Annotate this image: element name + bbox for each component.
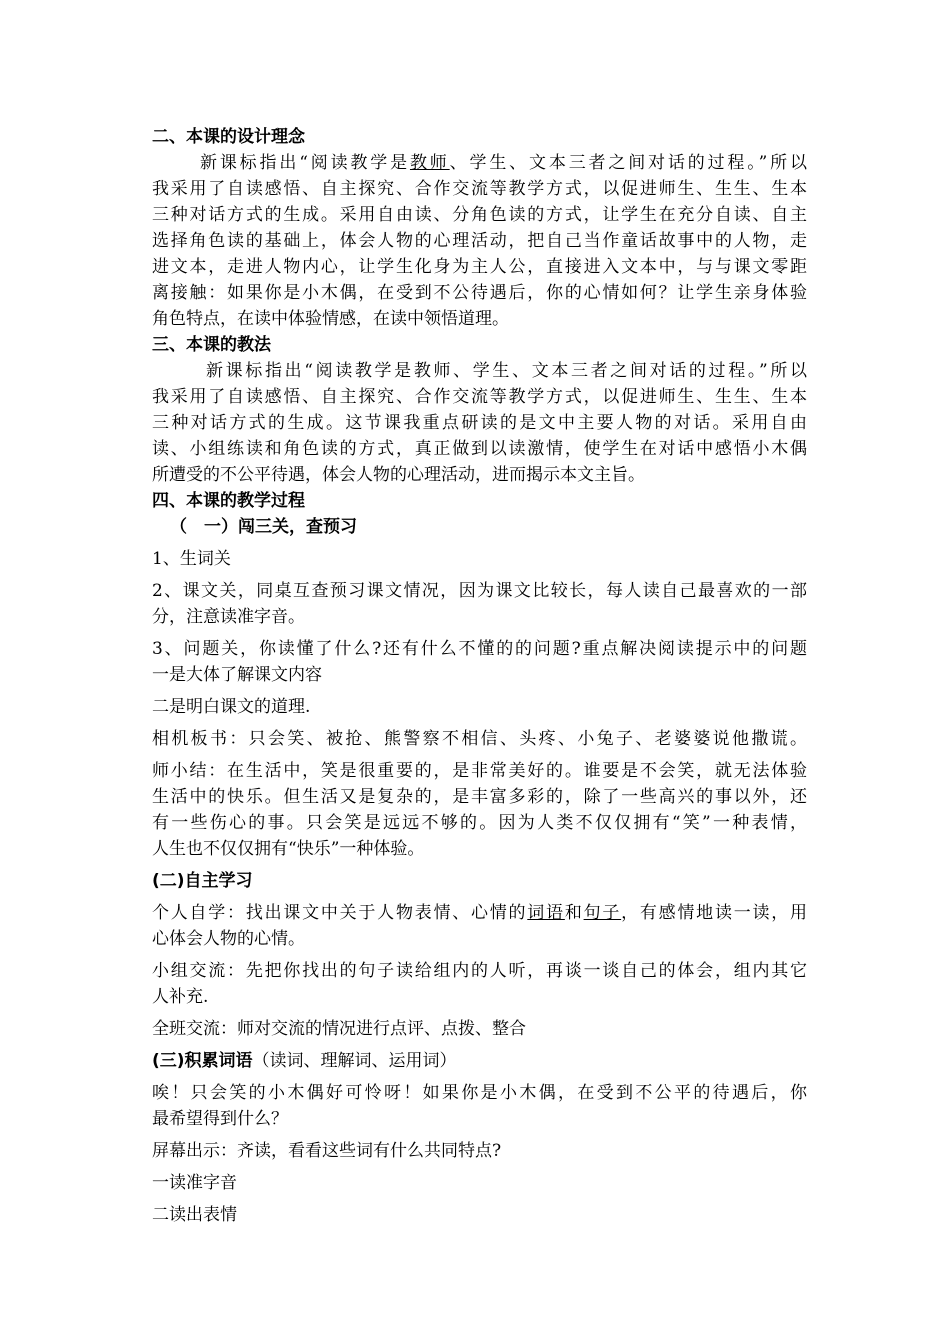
paragraph-line: 我采用了自读感悟、自主探究、合作交流等教学方式，以促进师生、生生、生本: [152, 387, 807, 407]
paragraph-line: 3、问题关，你读懂了什么?还有什么不懂的的问题?重点解决阅读提示中的问题: [152, 639, 807, 659]
paragraph-line: 生活中的快乐。但生活又是复杂的，是丰富多彩的，除了一些高兴的事以外，还: [152, 787, 807, 807]
paragraph-line: 角色特点，在读中体验情感，在读中领悟道理。: [152, 309, 509, 329]
paragraph-line: 师小结：在生活中，笑是很重要的，是非常美好的。谁要是不会笑，就无法体验: [152, 761, 807, 781]
paragraph-line: 屏幕出示：齐读，看看这些词有什么共同特点?: [152, 1141, 502, 1161]
paragraph-line: 个人自学：找出课文中关于人物表情、心情的词语和句子，有感情地读一读，用: [152, 903, 807, 923]
paragraph-line: 进文本，走进人物内心，让学生化身为主人公，直接进入文本中，与与课文零距: [152, 257, 807, 277]
paragraph-line: 三种对话方式的生成。采用自由读、分角色读的方式，让学生在充分自读、自主: [152, 205, 807, 225]
paragraph-line: 相机板书：只会笑、被抢、熊警察不相信、头疼、小兔子、老婆婆说他撒谎。: [152, 729, 807, 749]
paragraph-line: 2、课文关，同桌互查预习课文情况，因为课文比较长，每人读自己最喜欢的一部: [152, 581, 807, 601]
paragraph-line: 小组交流：先把你找出的句子读给组内的人听，再谈一谈自己的体会，组内其它: [152, 961, 807, 981]
paragraph-line: 有一些伤心的事。只会笑是远远不够的。因为人类不仅仅拥有“笑”一种表情，: [152, 813, 807, 833]
subsection-heading: （ 一）闯三关，查预习: [170, 517, 357, 537]
paragraph-line: 全班交流：师对交流的情况进行点评、点拨、整合: [152, 1019, 526, 1039]
underlined-word: 词语: [527, 903, 565, 923]
paragraph-line: 离接触：如果你是小木偶，在受到不公待遇后，你的心情如何？让学生亲身体验: [152, 283, 807, 303]
paragraph-line: 唉！只会笑的小木偶好可怜呀！如果你是小木偶，在受到不公平的待遇后，你: [152, 1083, 807, 1103]
subsection-heading: (二)自主学习: [152, 871, 253, 891]
paragraph-line: 我采用了自读感悟、自主探究、合作交流等教学方式，以促进师生、生生、生本: [152, 179, 807, 199]
paragraph-line: 人补充.: [152, 987, 209, 1007]
paragraph-line: 选择角色读的基础上，体会人物的心理活动，把自己当作童话故事中的人物，走: [152, 231, 807, 251]
paragraph-line: 新课标指出“阅读教学是教师、学生、文本三者之间对话的过程。”所以: [206, 361, 807, 381]
underlined-word: 句子: [583, 903, 622, 923]
paragraph-line: 二读出表情: [152, 1205, 237, 1225]
section-heading: 三、本课的教法: [152, 335, 271, 355]
section-heading: 二、本课的设计理念: [152, 127, 305, 147]
paragraph-line: 一读准字音: [152, 1173, 237, 1193]
paragraph-line: 三种对话方式的生成。这节课我重点研读的是文中主要人物的对话。采用自由: [152, 413, 807, 433]
paragraph-line: 最希望得到什么？: [152, 1109, 288, 1129]
paragraph-line: 1、生词关: [152, 549, 231, 569]
paragraph-line: 读、小组练读和角色读的方式，真正做到以读激情，使学生在对话中感悟小木偶: [152, 439, 807, 459]
paragraph-line: 分，注意读准字音。: [152, 607, 305, 627]
paragraph-line: 心体会人物的心情。: [152, 929, 305, 949]
paragraph-line: 新课标指出“阅读教学是教师、学生、文本三者之间对话的过程。”所以: [200, 153, 807, 173]
paragraph-line: 所遭受的不公平待遇，体会人物的心理活动，进而揭示本文主旨。: [152, 465, 645, 485]
paragraph-line: 二是明白课文的道理.: [152, 697, 311, 717]
document-page: [152, 124, 807, 1228]
paragraph-line: 人生也不仅仅拥有“快乐”一种体验。: [152, 839, 425, 859]
paragraph-line: 一是大体了解课文内容: [152, 665, 322, 685]
underlined-word: 教师: [409, 153, 450, 173]
subsection-heading: (三)积累词语（读词、理解词、运用词）: [152, 1051, 457, 1071]
section-heading: 四、本课的教学过程: [152, 491, 305, 511]
